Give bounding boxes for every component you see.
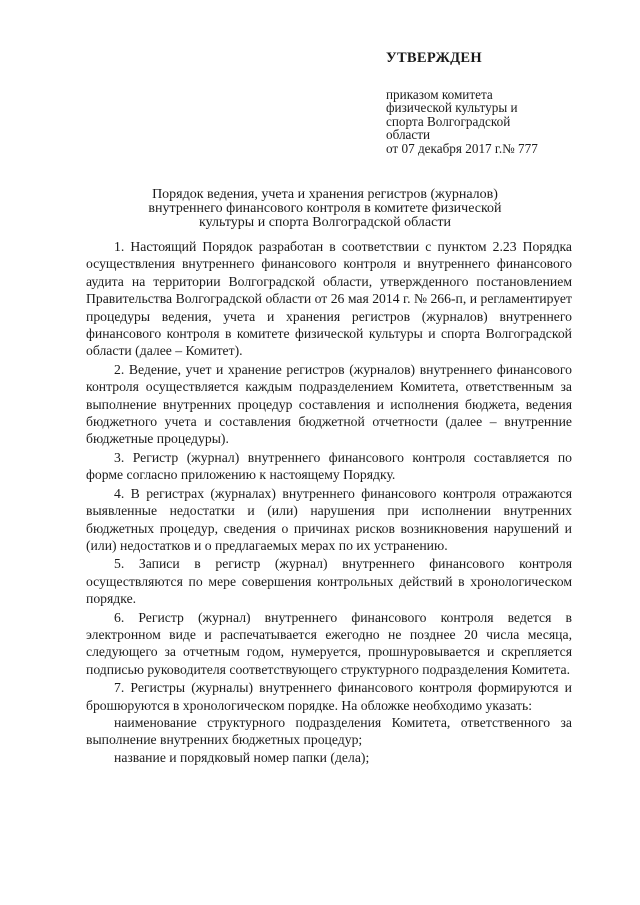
approval-stamp — [386, 52, 616, 156]
paragraph-1: 1. Настоящий Порядок разработан в соответствии с пунктом 2.23 Порядка осуществления внутреннего финансового контроля и внутреннего финансового аудита на территории Волгоградской области, утвержденного постановлением Правительства Волгоградской области от 26 мая 2014 г. № 266-п, и регламентирует процедуры ведения, учета и хранения регистров (журналов) внутреннего финансового контроля в комитете физической культуры и спорта Волгоградской области (далее – Комитет). — [86, 239, 572, 359]
paragraph-3: 3. Регистр (журнал) внутреннего финансового контроля составляется по форме согласно приложению к настоящему Порядку. — [86, 449, 572, 483]
list-item-folder-name: название и порядковый номер папки (дела); — [114, 749, 370, 765]
approval-line: спорта Волгоградской — [386, 113, 511, 129]
document-title — [100, 188, 550, 230]
document-title-line: Порядок ведения, учета и хранения регистров (журналов) — [152, 187, 498, 202]
paragraph-5: 5. Записи в регистр (журнал) внутреннего финансового контроля осуществляются по мере совершения контрольных действий в хронологическом порядке. — [86, 556, 572, 607]
paragraph-6: 6. Регистр (журнал) внутреннего финансового контроля ведется в электронном виде и распечатывается ежегодно не позднее 20 числа месяца, следующего за отчетным годом, нумеруется, прошнуровывается и скрепляется подписью руководителя соответствующего структурного подразделения Комитета. — [86, 609, 572, 677]
approval-line: приказом комитета — [386, 86, 493, 102]
paragraph-4: 4. В регистрах (журналах) внутреннего финансового контроля отражаются выявленные недостатки и (или) нарушения при исполнении внутренних бюджетных процедур, сведения о причинах рисков возникновения нарушений и (или) недостатков и о предлагаемых мерах по их устранению. — [86, 485, 572, 553]
paragraph-2: 2. Ведение, учет и хранение регистров (журналов) внутреннего финансового контроля осуществляется каждым подразделением Комитета, ответственным за выполнение внутренних процедур составления и исполнения бюджета, ведения бюджетного учета и составления бюджетной отчетности (далее – внутренние бюджетные процедуры). — [86, 361, 572, 447]
paragraph-7: 7. Регистры (журналы) внутреннего финансового контроля формируются и брошюруются в хронологическом порядке. На обложке необходимо указать: — [86, 680, 572, 713]
approval-title: УТВЕРЖДЕН — [386, 50, 482, 66]
document-title-line: культуры и спорта Волгоградской области — [199, 215, 451, 230]
document-title-line: внутреннего финансового контроля в комитете физической — [148, 201, 502, 216]
list-item-subdivision: наименование структурного подразделения Комитета, ответственного за выполнение внутренних бюджетных процедур; — [86, 714, 572, 748]
approval-date-line: от 07 декабря 2017 г.№ 777 — [386, 140, 538, 156]
approval-line: области — [386, 127, 431, 143]
document-body — [86, 238, 572, 766]
approval-line: физической культуры и — [386, 100, 518, 116]
